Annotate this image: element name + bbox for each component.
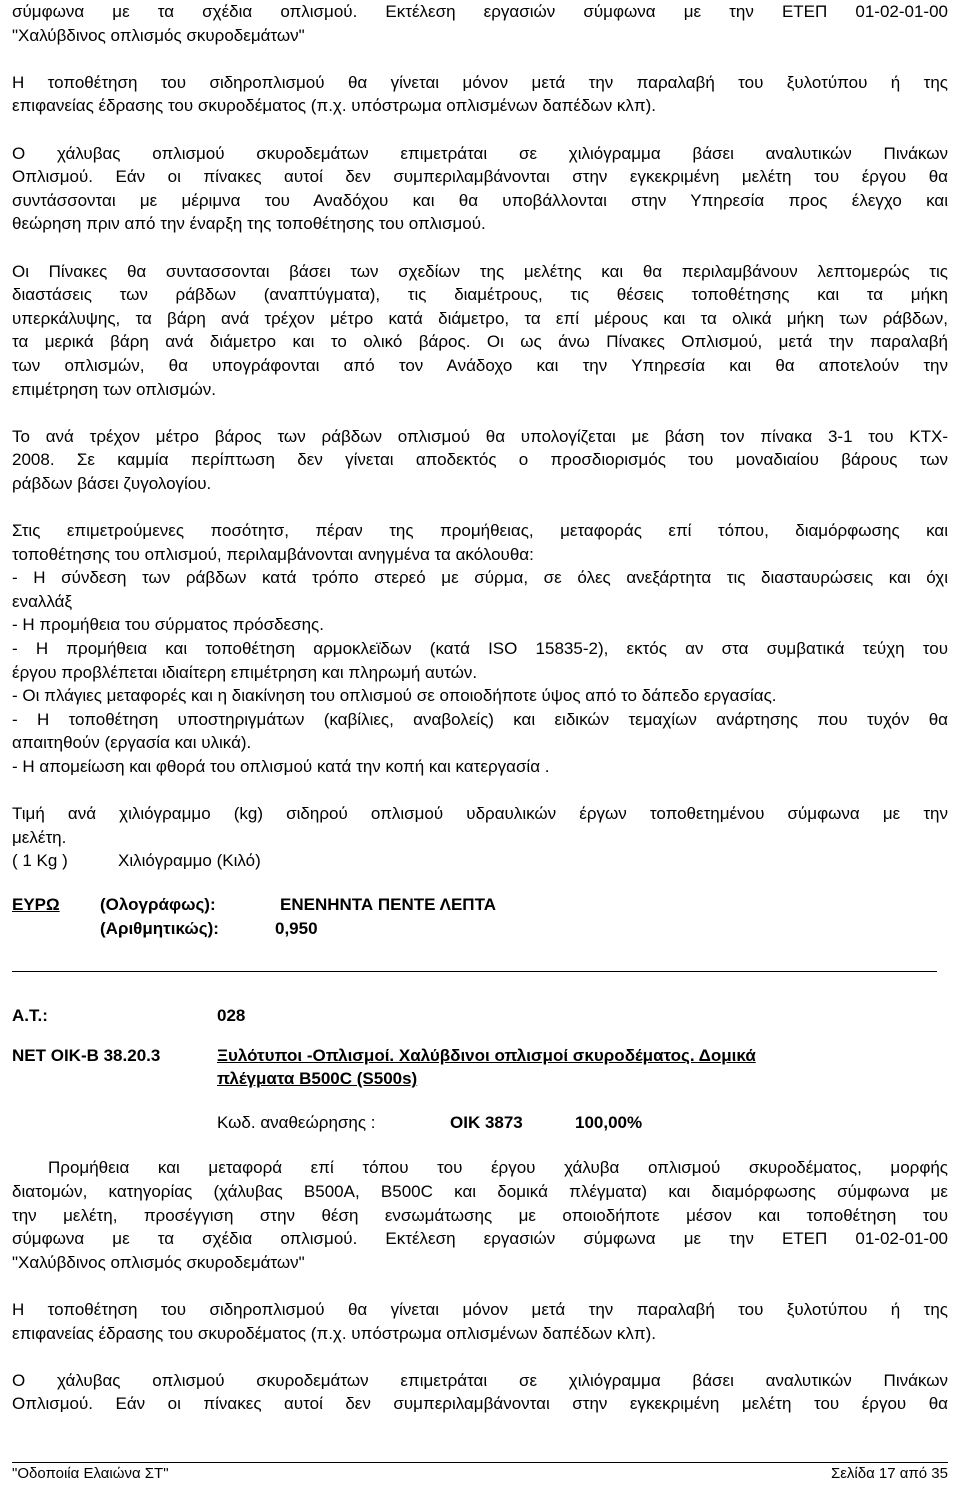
measurement-paragraph bbox=[12, 142, 948, 236]
price-words-label: (Ολογράφως): bbox=[100, 894, 216, 914]
item-title-row bbox=[12, 1044, 948, 1068]
item-number-row bbox=[12, 1004, 948, 1028]
text-line: Οπλισμού. Εάν οι πίνακες αυτοί δεν συμπεριλαμβάνονται στην εγκεκριμένη μελέτη του έργου θα bbox=[12, 1394, 948, 1414]
text-line: απαιτηθούν (εργασία και υλικά). bbox=[12, 733, 252, 753]
text-line: εναλλάξ bbox=[12, 591, 73, 611]
unit-name: Χιλιόγραμμο (Κιλό) bbox=[118, 851, 261, 871]
spacer bbox=[12, 1028, 948, 1044]
text-line: Η τοποθέτηση του σιδηροπλισμού θα γίνεται μόνον μετά την παραλαβή του ξυλοτύπου ή της bbox=[12, 1299, 948, 1319]
item-title-row-2 bbox=[12, 1067, 948, 1091]
item-placement-paragraph bbox=[12, 1298, 948, 1345]
revision-label: Κωδ. αναθεώρησης : bbox=[217, 1112, 376, 1132]
text-line: μελέτη. bbox=[12, 827, 67, 847]
text-line: "Χαλύβδινος οπλισμός σκυροδεμάτων" bbox=[12, 1252, 305, 1272]
top-paragraph bbox=[12, 0, 948, 47]
text-line: τα μερικά βάρη ανά διάμετρο και το ολικό βάρος. Οι ως άνω Πίνακες Οπλισμού, μετά την παραλαβή bbox=[12, 332, 948, 352]
text-line: επιφανείας έδρασης του σκυροδέματος (π.χ. υπόστρωμα οπλισμένων δαπέδων κλπ). bbox=[12, 96, 657, 116]
text-line: την μελέτη, προσέγγιση στην θέση ενσωμάτωσης με οποιοδήποτε μέσον και τοποθέτηση του bbox=[12, 1205, 948, 1225]
price-words-row bbox=[12, 893, 948, 917]
item-number-value: 028 bbox=[217, 1006, 246, 1025]
spacer bbox=[12, 118, 948, 142]
spacer bbox=[12, 495, 948, 519]
text-line: των οπλισμών, θα υπογράφονται από τον Ανάδοχο και την Υπηρεσία και θα αποτελούν την bbox=[12, 355, 948, 375]
tables-paragraph bbox=[12, 260, 948, 402]
text-line: Ο χάλυβας οπλισμού σκυροδεμάτων επιμετράται σε χιλιόγραμμα βάσει αναλυτικών Πινάκων bbox=[12, 1370, 948, 1390]
list-item: - Η τοποθέτηση υποστηριγμάτων (καβίλιες, αναβολείς) και ειδικών τεμαχίων ανάρτησης που τυχόν θα bbox=[12, 709, 948, 729]
item-code: ΝΕΤ ΟΙΚ-Β 38.20.3 bbox=[12, 1045, 161, 1065]
text-line: Ο χάλυβας οπλισμού σκυροδεμάτων επιμετράται σε χιλιόγραμμα βάσει αναλυτικών Πινάκων bbox=[12, 143, 948, 163]
text-line: διαστάσεις των ράβδων (αναπτύγματα), τις διαμέτρους, τις θέσεις τοποθέτησης και τα μήκη bbox=[12, 285, 948, 305]
text-line: σύμφωνα με τα σχέδια οπλισμού. Εκτέλεση εργασιών σύμφωνα με την ΕΤΕΠ 01-02-01-00 bbox=[12, 1229, 948, 1249]
footer-page-number: Σελίδα 17 από 35 bbox=[830, 1465, 948, 1482]
unit-row bbox=[12, 849, 948, 873]
text-line: θεώρηση πριν από την έναρξη της τοποθέτησης του οπλισμού. bbox=[12, 214, 486, 234]
item-description bbox=[12, 1156, 948, 1274]
list-item: - Η απομείωση και φθορά του οπλισμού κατά την κοπή και κατεργασία . bbox=[12, 757, 550, 776]
spacer bbox=[12, 236, 948, 260]
currency-label: ΕΥΡΩ bbox=[12, 894, 60, 914]
text-line: υπερκάλυψης, τα βάρη ανά τρέχον μέτρο κατά διάμετρο, τα επί μέρους και τα ολικά μήκη των ράβδων, bbox=[12, 308, 948, 328]
page-footer bbox=[12, 1464, 948, 1484]
text-line: 2008. Σε καμμία περίπτωση δεν γίνεται αποδεκτός ο προσδιορισμός του μοναδιαίου βάρους των bbox=[12, 450, 948, 470]
included-paragraph bbox=[12, 519, 948, 779]
list-item: - Οι πλάγιες μεταφορές και η διακίνηση του οπλισμού σε οποιοδήποτε ύψος από το δάπεδο εργασίας. bbox=[12, 686, 777, 706]
text-line: Οι Πίνακες θα συντασσονται βάσει των σχεδίων της μελέτης και θα περιλαμβάνουν λεπτομερώς τις bbox=[12, 261, 948, 281]
spacer bbox=[12, 779, 948, 803]
text-line: συντάσσονται με μέριμνα του Αναδόχου και θα υποβάλλονται στην Υπηρεσία προς έλεγχο και bbox=[12, 190, 948, 210]
price-words-value: ΕΝΕΝΗΝΤΑ ΠΕΝΤΕ ΛΕΠΤΑ bbox=[280, 894, 496, 914]
item-number-label: Α.Τ.: bbox=[12, 1006, 48, 1025]
text-line: Το ανά τρέχον μέτρο βάρος των ράβδων οπλισμού θα υπολογίζεται με βάση τον πίνακα 3-1 του ΚΤΧ- bbox=[12, 426, 948, 446]
price-paragraph bbox=[12, 802, 948, 873]
item-title: Ξυλότυποι -Οπλισμοί. Χαλύβδινοι οπλισμοί σκυροδέματος. Δομικά bbox=[217, 1045, 756, 1065]
spacer bbox=[12, 1274, 948, 1298]
item-title-continued: πλέγματα B500C (S500s) bbox=[217, 1069, 418, 1089]
list-item: - Η προμήθεια του σύρματος πρόσδεσης. bbox=[12, 615, 324, 635]
document-page bbox=[12, 0, 948, 940]
text-line: επιφανείας έδρασης του σκυροδέματος (π.χ. υπόστρωμα οπλισμένων δαπέδων κλπ). bbox=[12, 1323, 657, 1343]
spacer bbox=[12, 1091, 948, 1111]
revision-row bbox=[12, 1111, 948, 1135]
weight-paragraph bbox=[12, 425, 948, 496]
text-line: Προμήθεια και μεταφορά επί τόπου του έργου χάλυβα οπλισμού σκυροδέματος, μορφής bbox=[48, 1158, 948, 1178]
price-numeric-row bbox=[12, 917, 948, 941]
price-numeric-value: 0,950 bbox=[275, 918, 318, 938]
list-item: - Η προμήθεια και τοποθέτηση αρμοκλεϊδων (κατά ISO 15835-2), εκτός αν στα συμβατικά τεύχη του bbox=[12, 639, 948, 659]
spacer bbox=[12, 401, 948, 425]
revision-code: ΟΙΚ 3873 bbox=[450, 1112, 523, 1132]
spacer bbox=[12, 47, 948, 71]
text-line: Οπλισμού. Εάν οι πίνακες αυτοί δεν συμπεριλαμβάνονται στην εγκεκριμένη μελέτη του έργου θα bbox=[12, 167, 948, 187]
footer-project: "Οδοποιία Ελαιώνα ΣΤ" bbox=[12, 1465, 169, 1482]
text-line: τοποθέτησης του οπλισμού, περιλαμβάνονται ανηγμένα τα ακόλουθα: bbox=[12, 544, 534, 564]
text-line: Τιμή ανά χιλιόγραμμο (kg) σιδηρού οπλισμού υδραυλικών έργων τοποθετημένου σύμφωνα με την bbox=[12, 804, 948, 824]
text-line: επιμέτρηση των οπλισμών. bbox=[12, 379, 216, 399]
item-measure-paragraph bbox=[12, 1369, 948, 1416]
spacer bbox=[12, 873, 948, 893]
text-line: Η τοποθέτηση του σιδηροπλισμού θα γίνεται μόνον μετά την παραλαβή του ξυλοτύπου ή της bbox=[12, 72, 948, 92]
spacer bbox=[12, 1345, 948, 1369]
text-line: σύμφωνα με τα σχέδια οπλισμού. Εκτέλεση εργασιών σύμφωνα με την ΕΤΕΠ 01-02-01-00 bbox=[12, 2, 948, 21]
text-line: Στις επιμετρούμενες ποσότητσ, πέραν της προμήθειας, μεταφοράς επί τόπου, διαμόρφωσης και bbox=[12, 521, 948, 541]
unit-code: ( 1 Kg ) bbox=[12, 851, 68, 871]
text-line: έργου προβλέπεται ιδιαίτερη επιμέτρηση και πληρωμή αυτών. bbox=[12, 662, 478, 682]
footer-divider bbox=[12, 1462, 948, 1463]
text-line: ράβδων βάσει ζυγολογίου. bbox=[12, 473, 212, 493]
text-line: διατομών, κατηγορίας (χάλυβας Β500Α, Β500C και δομικά πλέγματα) και διαμόρφωσης σύμφωνα με bbox=[12, 1181, 948, 1201]
price-numeric-label: (Αριθμητικώς): bbox=[100, 918, 219, 938]
item-section bbox=[12, 1004, 948, 1416]
spacer bbox=[12, 1134, 948, 1156]
placement-paragraph bbox=[12, 71, 948, 118]
section-divider bbox=[12, 971, 937, 972]
list-item: - Η σύνδεση των ράβδων κατά τρόπο στερεό με σύρμα, σε όλες ανεξάρτητα τις διασταυρώσεις και όχι bbox=[12, 568, 948, 588]
revision-percent: 100,00% bbox=[575, 1112, 643, 1132]
text-line: "Χαλύβδινος οπλισμός σκυροδεμάτων" bbox=[12, 25, 305, 45]
